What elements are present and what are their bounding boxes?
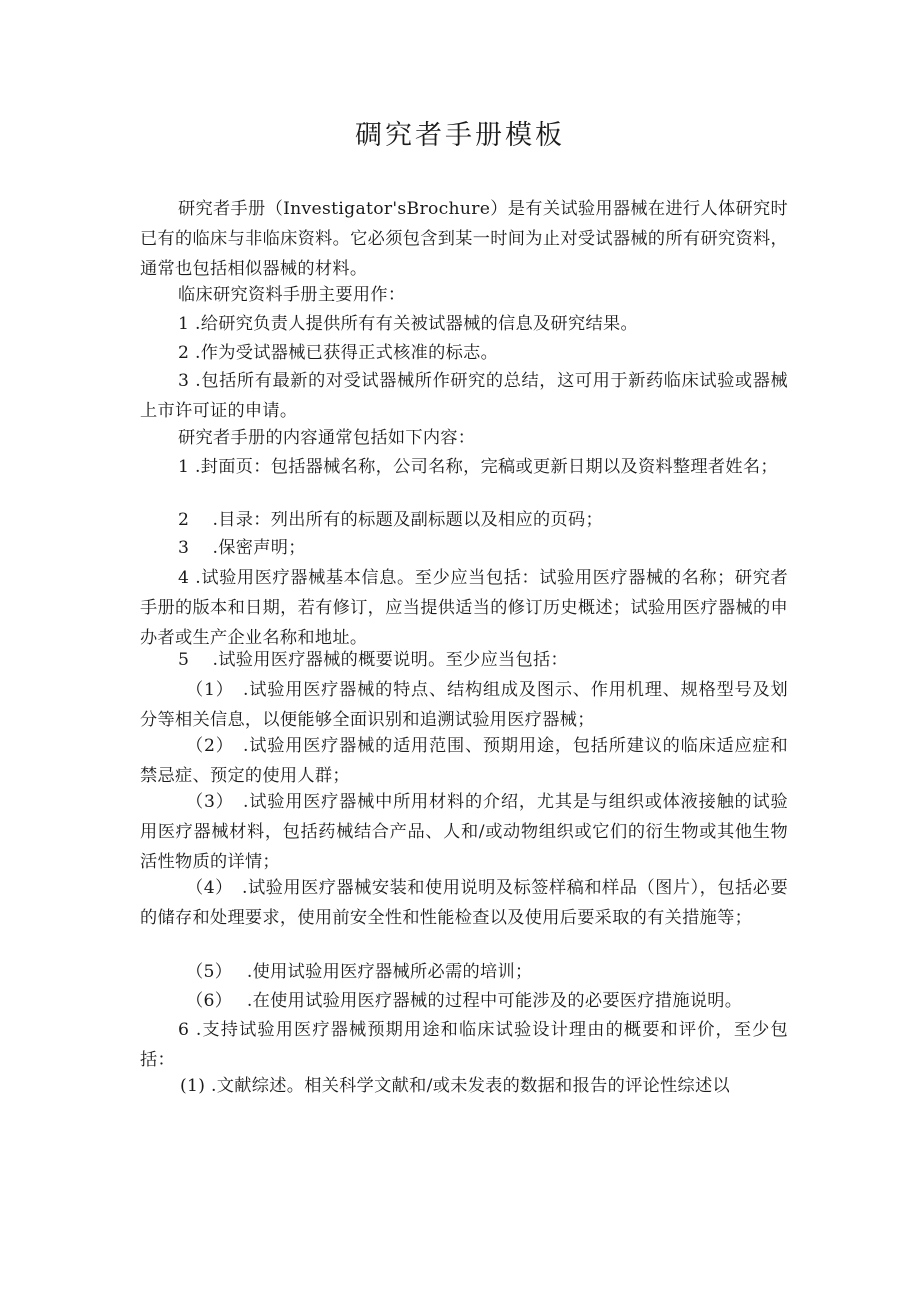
intro-paragraph: 研究者手册（Investigator'sBrochure）是有关试验用器械在进行人体研究时已有的临床与非临床资料。它必须包含到某一时间为止对受试器械的所有研究资料，通常也包括相似器械的材料。 [140,199,788,279]
content-item-2: 2 .目录：列出所有的标题及副标题以及相应的页码； [178,510,603,530]
content-item-3: 3 .保密声明； [178,538,306,558]
content-item-5-4: （4） .试验用医疗器械安装和使用说明及标签样稿和样品（图片），包括必要的储存和处理要求，使用前安全性和性能检查以及使用后要采取的有关措施等； [140,878,788,928]
content-item-1: 1 .封面页：包括器械名称，公司名称，完稿或更新日期以及资料整理者姓名； [178,457,778,477]
usage-item-2: 2 .作为受试器械已获得正式核准的标志。 [178,343,499,363]
content-item-6: 6 .支持试验用医疗器械预期用途和临床试验设计理由的概要和评价，至少包括： [140,1020,788,1070]
usage-item-3: 3 .包括所有最新的对受试器械所作研究的总结，这可用于新药临床试验或器械上市许可证的申请。 [140,371,788,421]
content-item-4: 4 .试验用医疗器械基本信息。至少应当包括：试验用医疗器械的名称；研究者手册的版本和日期，若有修订，应当提供适当的修订历史概述；试验用医疗器械的申办者或生产企业名称和地址。 [140,568,788,648]
content-item-5-2: （2） .试验用医疗器械的适用范围、预期用途，包括所建议的临床适应症和禁忌症、预定的使用人群； [140,736,788,786]
content-item-5-5: （5） .使用试验用医疗器械所必需的培训； [186,962,533,982]
usage-heading: 临床研究资料手册主要用作： [178,285,406,305]
content-heading: 研究者手册的内容通常包括如下内容： [178,428,476,448]
document-title: 碉究者手册模板 [355,120,565,151]
content-item-5: 5 .试验用医疗器械的概要说明。至少应当包括： [178,650,569,670]
content-item-5-1: （1） .试验用医疗器械的特点、结构组成及图示、作用机理、规格型号及划分等相关信息，以便能够全面识别和追溯试验用医疗器械； [140,680,788,730]
content-item-6-1: (1) .文献综述。相关科学文献和/或未发表的数据和报告的评论性综述以 [180,1076,731,1096]
content-item-5-6: （6） .在使用试验用医疗器械的过程中可能涉及的必要医疗措施说明。 [186,991,743,1011]
usage-item-1: 1 .给研究负责人提供所有有关被试器械的信息及研究结果。 [178,314,638,334]
content-item-5-3: （3） .试验用医疗器械中所用材料的介绍，尤其是与组织或体液接触的试验用医疗器械材料，包括药械结合产品、人和/或动物组织或它们的衍生物或其他生物活性物质的详情； [140,792,788,872]
